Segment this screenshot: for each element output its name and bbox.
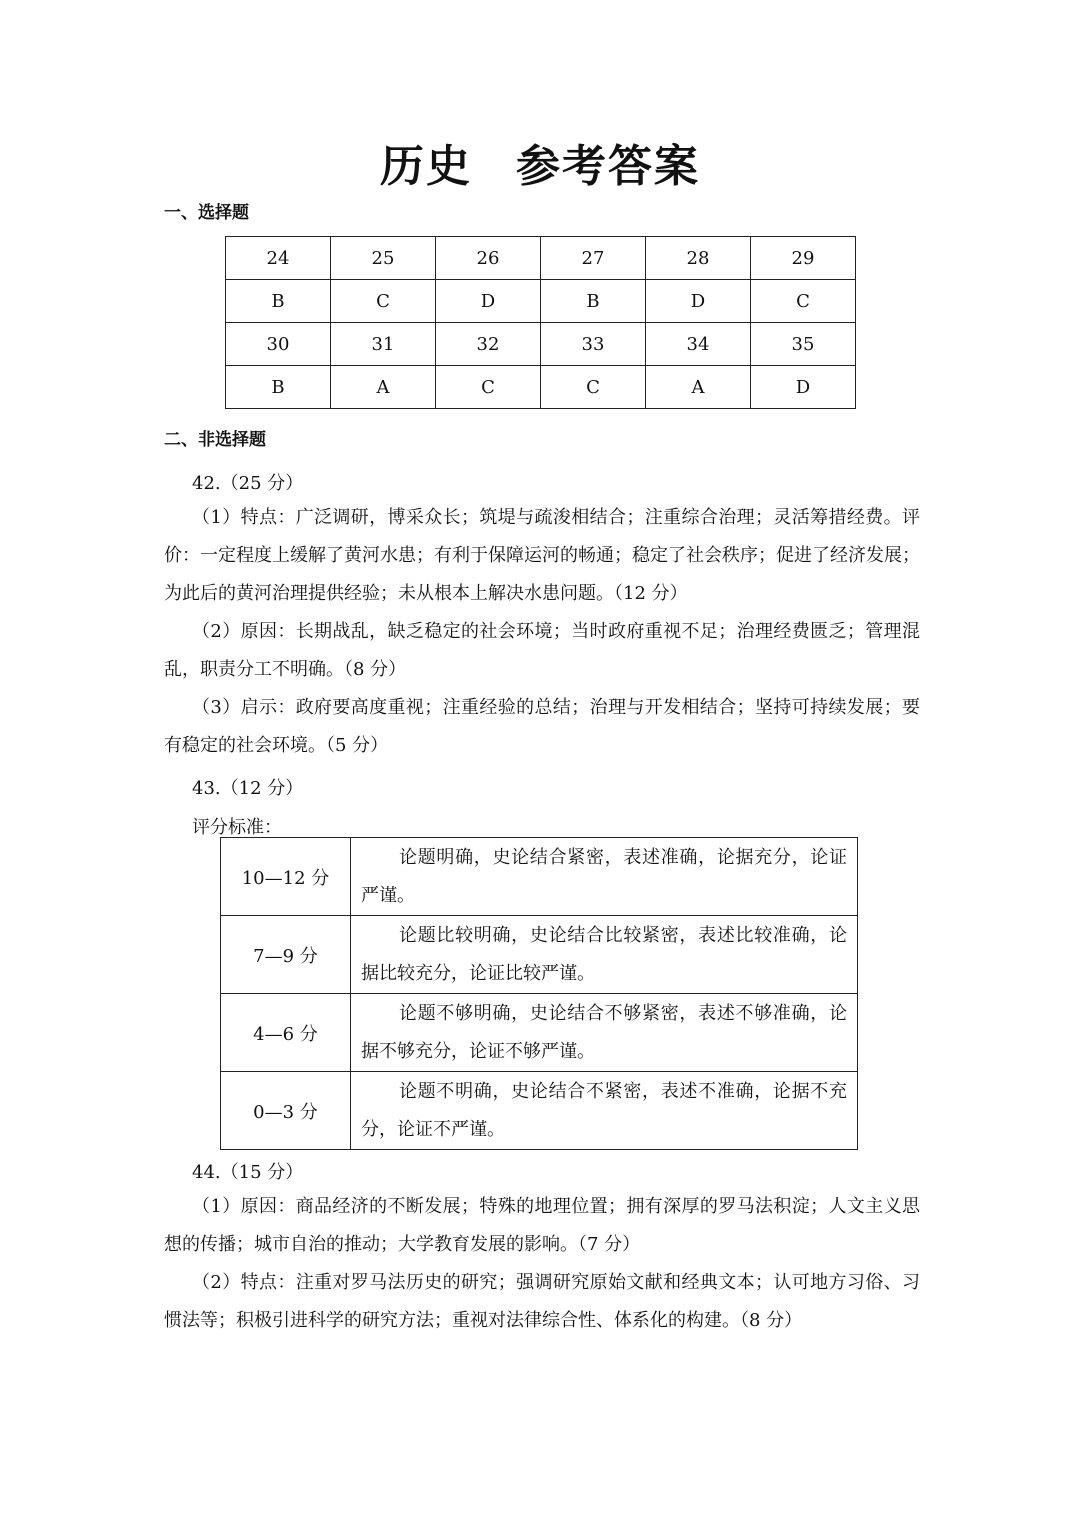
grading-rubric-table: [220, 837, 858, 1150]
rubric-level: 4—6 分: [221, 994, 351, 1072]
rubric-label: 评分标准：: [192, 817, 282, 838]
rubric-level: 0—3 分: [221, 1072, 351, 1150]
table-cell: 32: [436, 323, 541, 366]
table-row: [221, 994, 858, 1072]
table-row: [221, 838, 858, 916]
question-43-header: 43.（12 分）: [192, 778, 304, 799]
question-42-part-3: （3）启示：政府要高度重视；注重经验的总结；治理与开发相结合；坚持可持续发展；要有稳定的社会环境。（5 分）: [164, 697, 920, 756]
table-cell: 29: [751, 237, 856, 280]
table-cell: 28: [646, 237, 751, 280]
page-title: [0, 130, 1080, 194]
section-heading-choice: 一、选择题: [164, 203, 249, 223]
title-answer-key: 参考答案: [516, 141, 700, 192]
rubric-description: 论题明确，史论结合紧密，表述准确，论据充分，论证严谨。: [351, 838, 858, 916]
table-cell: 25: [331, 237, 436, 280]
multiple-choice-answer-table: [225, 236, 856, 409]
title-subject: 历史: [380, 141, 472, 192]
table-cell: 34: [646, 323, 751, 366]
table-cell: C: [331, 280, 436, 323]
rubric-description: 论题不够明确，史论结合不够紧密，表述不够准确，论据不够充分，论证不够严谨。: [351, 994, 858, 1072]
table-row: [226, 366, 856, 409]
table-row: [221, 916, 858, 994]
table-cell: 35: [751, 323, 856, 366]
table-cell: 30: [226, 323, 331, 366]
table-row: [221, 1072, 858, 1150]
question-42-part-1: （1）特点：广泛调研，博采众长；筑堤与疏浚相结合；注重综合治理；灵活筹措经费。评价：一定程度上缓解了黄河水患；有利于保障运河的畅通；稳定了社会秩序；促进了经济发展；为此后的黄河治理提供经验；未从根本上解决水患问题。（12 分）: [164, 507, 920, 604]
section-heading-non-choice: 二、非选择题: [164, 430, 266, 450]
rubric-description: 论题不明确，史论结合不紧密，表述不准确，论据不充分，论证不严谨。: [351, 1072, 858, 1150]
table-cell: A: [646, 366, 751, 409]
question-42-part-2: （2）原因：长期战乱，缺乏稳定的社会环境；当时政府重视不足；治理经费匮乏；管理混乱，职责分工不明确。（8 分）: [164, 621, 920, 680]
table-cell: D: [646, 280, 751, 323]
table-cell: C: [541, 366, 646, 409]
table-row: [226, 280, 856, 323]
table-cell: B: [226, 280, 331, 323]
question-44-part-1: （1）原因：商品经济的不断发展；特殊的地理位置；拥有深厚的罗马法积淀；人文主义思想的传播；城市自治的推动；大学教育发展的影响。（7 分）: [164, 1196, 920, 1255]
table-cell: 31: [331, 323, 436, 366]
table-cell: 27: [541, 237, 646, 280]
question-44-part-2: （2）特点：注重对罗马法历史的研究；强调研究原始文献和经典文本；认可地方习俗、习惯法等；积极引进科学的研究方法；重视对法律综合性、体系化的构建。（8 分）: [164, 1272, 920, 1331]
table-cell: B: [226, 366, 331, 409]
table-cell: D: [751, 366, 856, 409]
question-44-header: 44.（15 分）: [192, 1162, 304, 1183]
rubric-level: 7—9 分: [221, 916, 351, 994]
rubric-description: 论题比较明确，史论结合比较紧密，表述比较准确，论据比较充分，论证比较严谨。: [351, 916, 858, 994]
table-row: [226, 323, 856, 366]
table-cell: C: [751, 280, 856, 323]
table-cell: D: [436, 280, 541, 323]
table-cell: A: [331, 366, 436, 409]
table-row: [226, 237, 856, 280]
table-cell: 24: [226, 237, 331, 280]
table-cell: B: [541, 280, 646, 323]
rubric-level: 10—12 分: [221, 838, 351, 916]
question-42-header: 42.（25 分）: [192, 473, 304, 494]
table-cell: 33: [541, 323, 646, 366]
table-cell: C: [436, 366, 541, 409]
table-cell: 26: [436, 237, 541, 280]
